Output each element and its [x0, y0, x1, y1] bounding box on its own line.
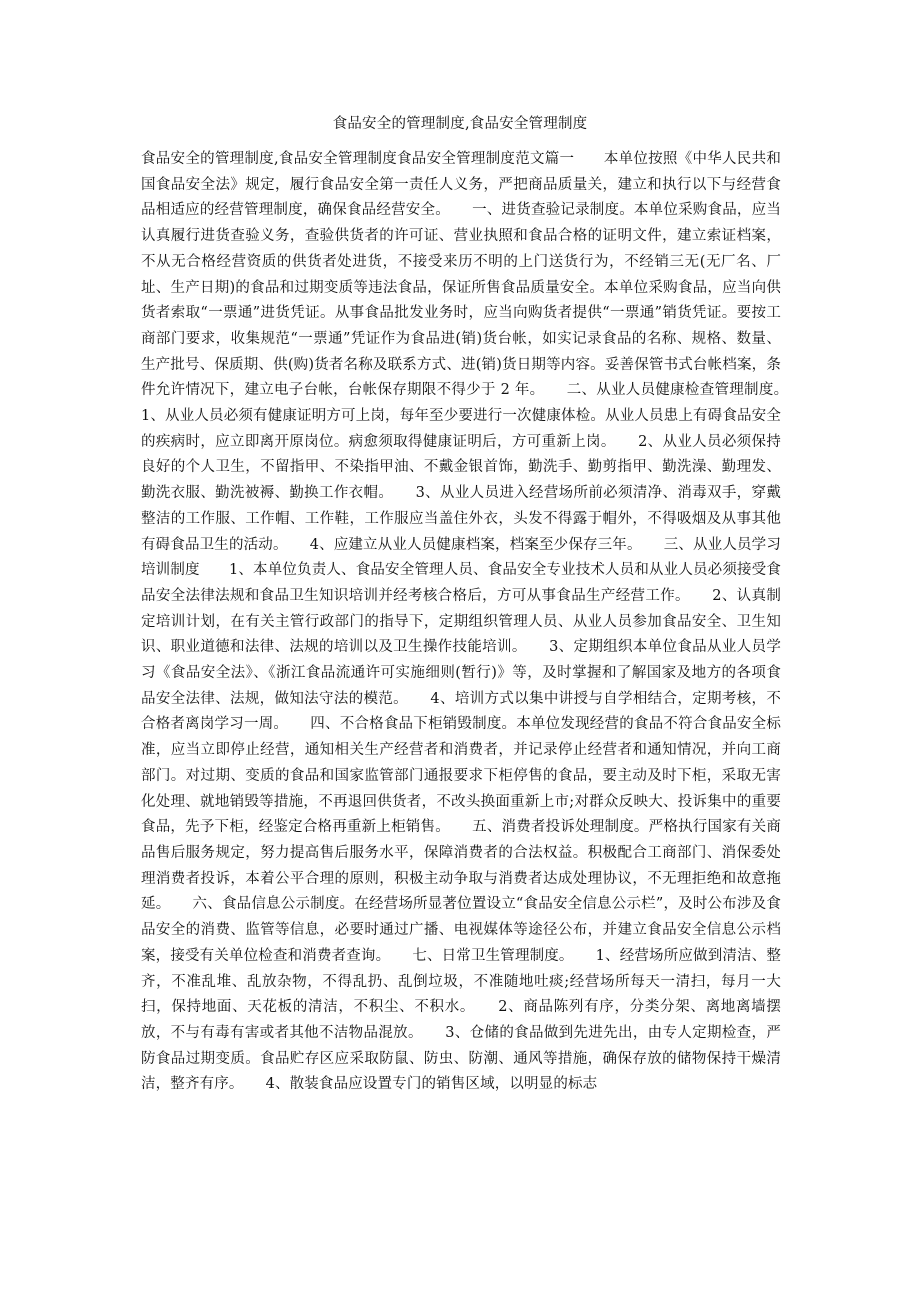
document-title: 食品安全的管理制度,食品安全管理制度: [332, 116, 588, 132]
document-body: 食品安全的管理制度,食品安全管理制度食品安全管理制度范文篇一 本单位按照《中华人民共和国食品安全法》规定，履行食品安全第一责任人义务，严把商品质量关，建立和执行以下与经营食品相适应的经营管理制度，确保食品经营安全。 一、进货查验记录制度。本单位采购食品，应当认真履行进货查验义务，查验供货者的许可证、营业执照和食品合格的证明文件，建立索证档案，不从无合格经营资质的供货者处进货，不接受来历不明的上门送货行为，不经销三无(无厂名、厂址、生产日期)的食品和过期变质等违法食品，保证所售食品质量安全。本单位采购食品，应当向供货者索取“一票通”进货凭证。从事食品批发业务时，应当向购货者提供“一票通”销货凭证。要按工商部门要求，收集规范“一票通”凭证作为食品进(销)货台帐，如实记录食品的名称、规格、数量、生产批号、保质期、供(购)货者名称及联系方式、进(销)货日期等内容。妥善保管书式台帐档案，条件允许情况下，建立电子台帐，台帐保存期限不得少于 2 年。 二、从业人员健康检查管理制度。 1、从业人员必须有健康证明方可上岗，每年至少要进行一次健康体检。从业人员患上有碍食品安全的疾病时，应立即离开原岗位。病愈须取得健康证明后，方可重新上岗。 2、从业人员必须保持良好的个人卫生，不留指甲、不染指甲油、不戴金银首饰，勤洗手、勤剪指甲、勤洗澡、勤理发、勤洗衣服、勤洗被褥、勤换工作衣帽。 3、从业人员进入经营场所前必须清净、消毒双手，穿戴整洁的工作服、工作帽、工作鞋，工作服应当盖住外衣，头发不得露于帽外，不得吸烟及从事其他有碍食品卫生的活动。 4、应建立从业人员健康档案，档案至少保存三年。 三、从业人员学习培训制度 1、本单位负责人、食品安全管理人员、食品安全专业技术人员和从业人员必须接受食品安全法律法规和食品卫生知识培训并经考核合格后，方可从事食品生产经营工作。 2、认真制定培训计划，在有关主管行政部门的指导下，定期组织管理人员、从业人员参加食品安全、卫生知识、职业道德和法律、法规的培训以及卫生操作技能培训。 3、定期组织本单位食品从业人员学习《食品安全法》、《浙江食品流通许可实施细则(暂行)》等，及时掌握和了解国家及地方的各项食品安全法律、法规，做知法守法的模范。 4、培训方式以集中讲授与自学相结合，定期考核，不合格者离岗学习一周。 四、不合格食品下柜销毁制度。本单位发现经营的食品不符合食品安全标准，应当立即停止经营，通知相关生产经营者和消费者，并记录停止经营者和通知情况，并向工商部门。对过期、变质的食品和国家监管部门通报要求下柜停售的食品，要主动及时下柜，采取无害化处理、就地销毁等措施，不再退回供货者，不改头换面重新上市;对群众反映大、投诉集中的重要食品，先予下柜，经鉴定合格再重新上柜销售。 五、消费者投诉处理制度。严格执行国家有关商品售后服务规定，努力提高售后服务水平，保障消费者的合法权益。积极配合工商部门、消保委处理消费者投诉，本着公平合理的原则，积极主动争取与消费者达成处理协议，不无理拒绝和故意拖延。 六、食品信息公示制度。在经营场所显著位置设立“食品安全信息公示栏”，及时公布涉及食品安全的消费、监管等信息，必要时通过广播、电视媒体等途径公布，并建立食品安全信息公示档案，接受有关单位检查和消费者查询。 七、日常卫生管理制度。 1、经营场所应做到清洁、整齐，不准乱堆、乱放杂物，不得乱扔、乱倒垃圾，不准随地吐痰;经营场所每天一清扫，每月一大扫，保持地面、天花板的清洁，不积尘、不积水。 2、商品陈列有序，分类分架、离地离墙摆放，不与有毒有害或者其他不洁物品混放。 3、仓储的食品做到先进先出，由专人定期检查，严防食品过期变质。食品贮存区应采取防鼠、防虫、防潮、通风等措施，确保存放的储物保持干燥清洁，整齐有序。 4、散装食品应设置专门的销售区域，以明显的标志: [141, 151, 811, 1093]
